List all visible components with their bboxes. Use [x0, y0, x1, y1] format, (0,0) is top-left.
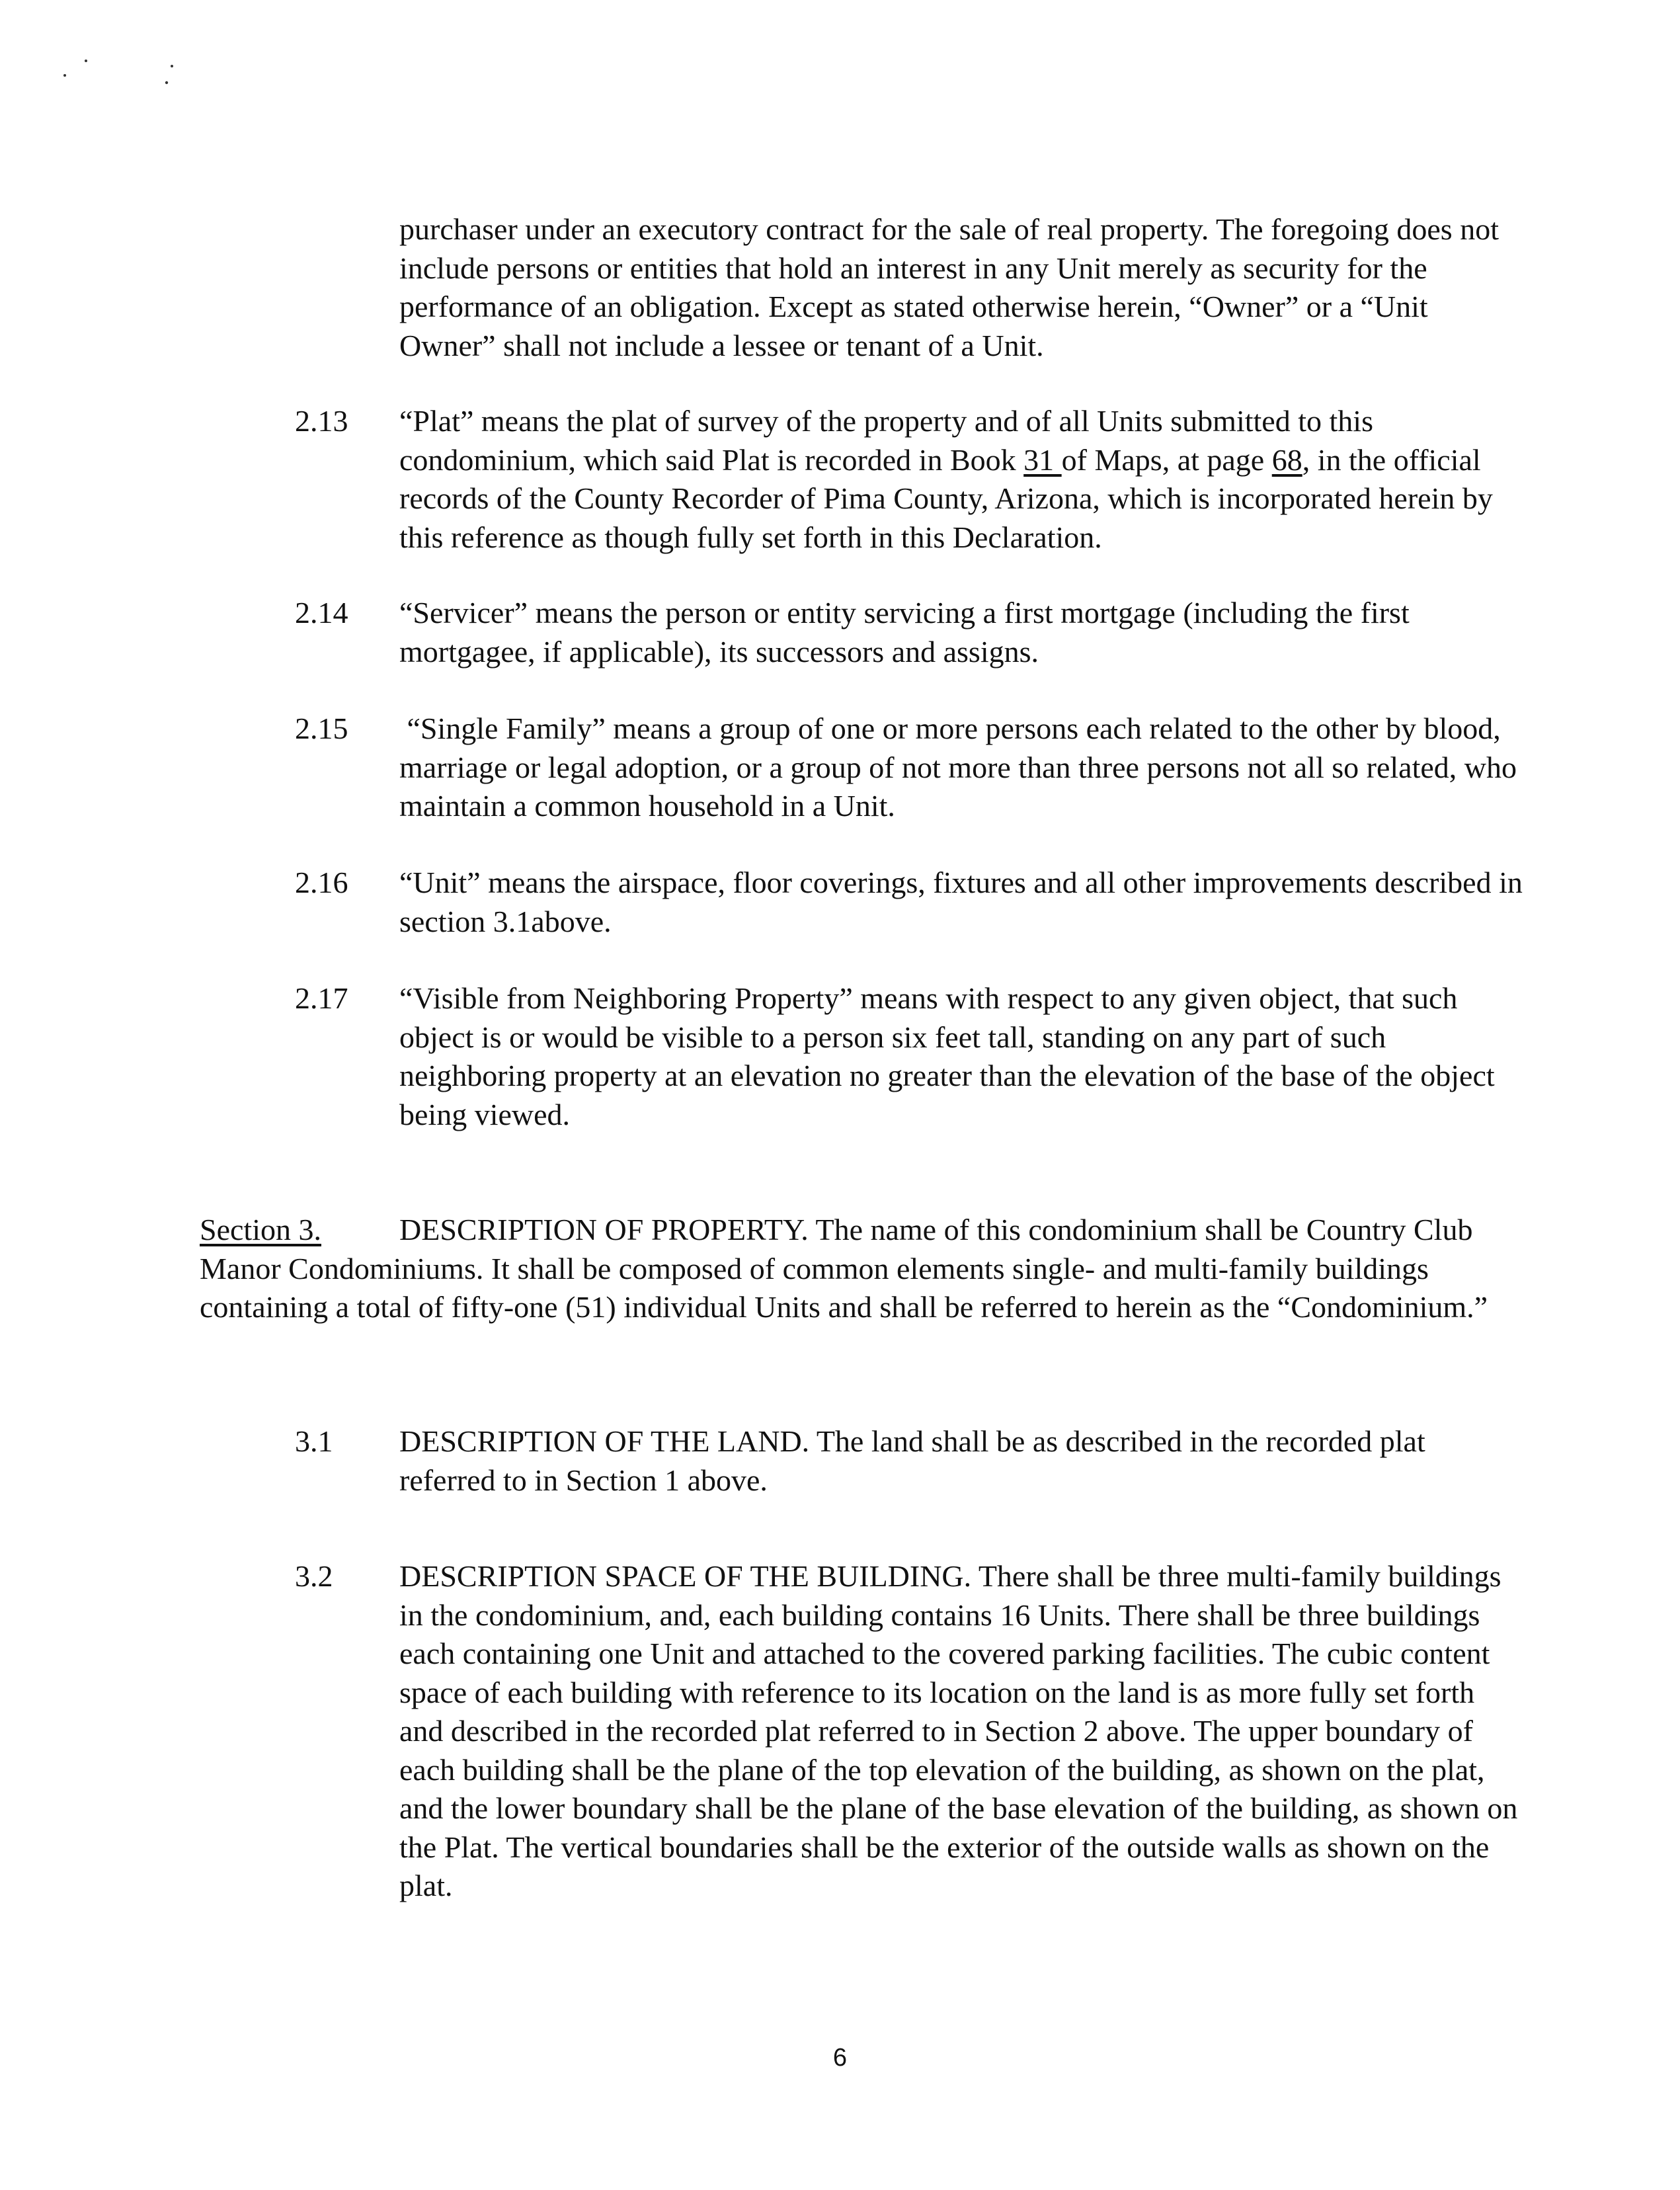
section-3-paragraph [200, 1211, 1522, 1327]
definition-plat [399, 402, 1523, 557]
definition-number: 2.16 [295, 866, 348, 899]
definition-servicer: “Servicer” means the person or entity servicing a first mortgage (including the first mortgagee, if applicable), its successors and assigns. [399, 596, 1410, 669]
definition-plat-text-1: “Plat” means the plat of survey of the property and of all Units submitted to this condominium, which said Plat is recorded in Book [399, 404, 1373, 477]
continued-paragraph: purchaser under an executory contract for the sale of real property. The foregoing does not include persons or entities that hold an interest in any Unit merely as security for the performance of an obligation. Except as stated otherwise herein, “Owner” or a “Unit Owner” shall not include a lessee or tenant of a Unit. [399, 212, 1499, 362]
definition-plat-text-3: , in the official records of the County Recorder of Pima County, Arizona, which is incorporated herein by this reference as though fully set forth in this Declaration. [399, 442, 1493, 554]
definition-number: 2.17 [295, 981, 348, 1015]
subsection-description-of-land: DESCRIPTION OF THE LAND. The land shall be as described in the recorded plat referred to in Section 1 above. [399, 1424, 1425, 1497]
page-number: 6 [832, 2044, 848, 2072]
scan-artifact-marks [46, 53, 198, 93]
definition-unit: “Unit” means the airspace, floor coverings, fixtures and all other improvements described in section 3.1above. [399, 866, 1523, 938]
definition-number: 2.15 [295, 711, 348, 745]
definition-plat-text-2: of Maps, at page [1061, 442, 1272, 477]
book-number: 31 [1023, 442, 1062, 477]
subsection-number: 3.1 [295, 1424, 333, 1458]
section-3-label: Section 3. [200, 1213, 321, 1246]
definition-single-family: “Single Family” means a group of one or more persons each related to the other by blood, marriage or legal adoption, or a group of not more than three persons not all so related, who maintain a common household in a Unit. [399, 711, 1525, 823]
page-reference: 68 [1271, 442, 1302, 477]
definition-number: 2.13 [295, 404, 348, 438]
definition-visible-from-neighboring-property: “Visible from Neighboring Property” means with respect to any given object, that such object is or would be visible to a person six feet tall, standing on any part of such neighboring property at an elevation no greater than the elevation of the base of the object being viewed. [399, 981, 1495, 1131]
definition-number: 2.14 [295, 596, 348, 629]
subsection-description-of-building: DESCRIPTION SPACE OF THE BUILDING. There shall be three multi-family buildings in the condominium, and, each building contains 16 Units. There shall be three buildings each containing one Unit and attached to the covered parking facilities. The cubic content space of each building with reference to its location on the land is as more fully set forth and described in the recorded plat referred to in Section 2 above. The upper boundary of each building shall be the plane of the top elevation of the building, as shown on the plat, and the lower boundary shall be the plane of the base elevation of the building, as shown on the Plat. The vertical boundaries shall be the exterior of the outside walls as shown on the plat. [399, 1559, 1518, 1902]
subsection-number: 3.2 [295, 1559, 333, 1593]
section-3-text: DESCRIPTION OF PROPERTY. The name of this condominium shall be Country Club Manor Condominiums. It shall be composed of common elements single- and multi-family buildings containing a total of fifty-one (51) individual Units and shall be referred to herein as the “Condominium.” [200, 1213, 1488, 1324]
